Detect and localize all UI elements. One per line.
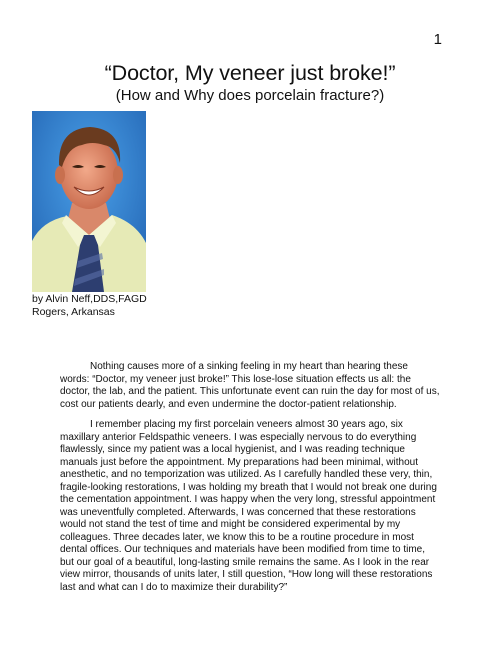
author-name: by Alvin Neff,DDS,FAGD (32, 293, 147, 305)
ear-left (55, 166, 65, 184)
article-subtitle: (How and Why does porcelain fracture?) (115, 87, 385, 104)
body-paragraph-1 (60, 361, 440, 411)
body-paragraph-2 (60, 419, 440, 594)
author-photo (32, 111, 146, 292)
author-portrait-image (32, 111, 146, 292)
author-byline (32, 293, 147, 319)
article-title: “Doctor, My veneer just broke!” (104, 61, 396, 85)
author-location: Rogers, Arkansas (32, 306, 115, 318)
paragraph-text: Nothing causes more of a sinking feeling in my heart than hearing these words: “Doctor, my veneer just broke!” This lose-lose situation effects us all: the doctor, the lab, and the patient. This unfortunate event can ruin the day for most of us, cost our patients dearly, and even undermine the doctor-patient relationship. (60, 361, 440, 410)
page-number: 1 (433, 31, 442, 48)
ear-right (113, 166, 123, 184)
paragraph-text: I remember placing my first porcelain veneers almost 30 years ago, six maxillary anterior Feldspathic veneers. I was especially nervous to do everything flawlessly, since my patient was a local hygienist, and I was reading technique manuals just before the appointment. My preparations had been minimal, without anesthetic, and no temporization was utilized. As I carefully handled these very, thin, fragile-looking restorations, I was holding my breath that I would not break one during the cementation appointment. I was happy when the very long, stressful appointment was uneventfully completed. Afterwards, I was concerned that these restorations would not stand the test of time and might be considered experimental by my colleagues. Three decades later, we know this to be a routine procedure in most dental offices. Our techniques and materials have been modified from time to time, but our goal of a beautiful, long-lasting smile remains the same. As I look in the rear view mirror, thousands of units later, I still question, “How long will these restorations last and what can I do to maximize their durability?” (60, 419, 437, 593)
